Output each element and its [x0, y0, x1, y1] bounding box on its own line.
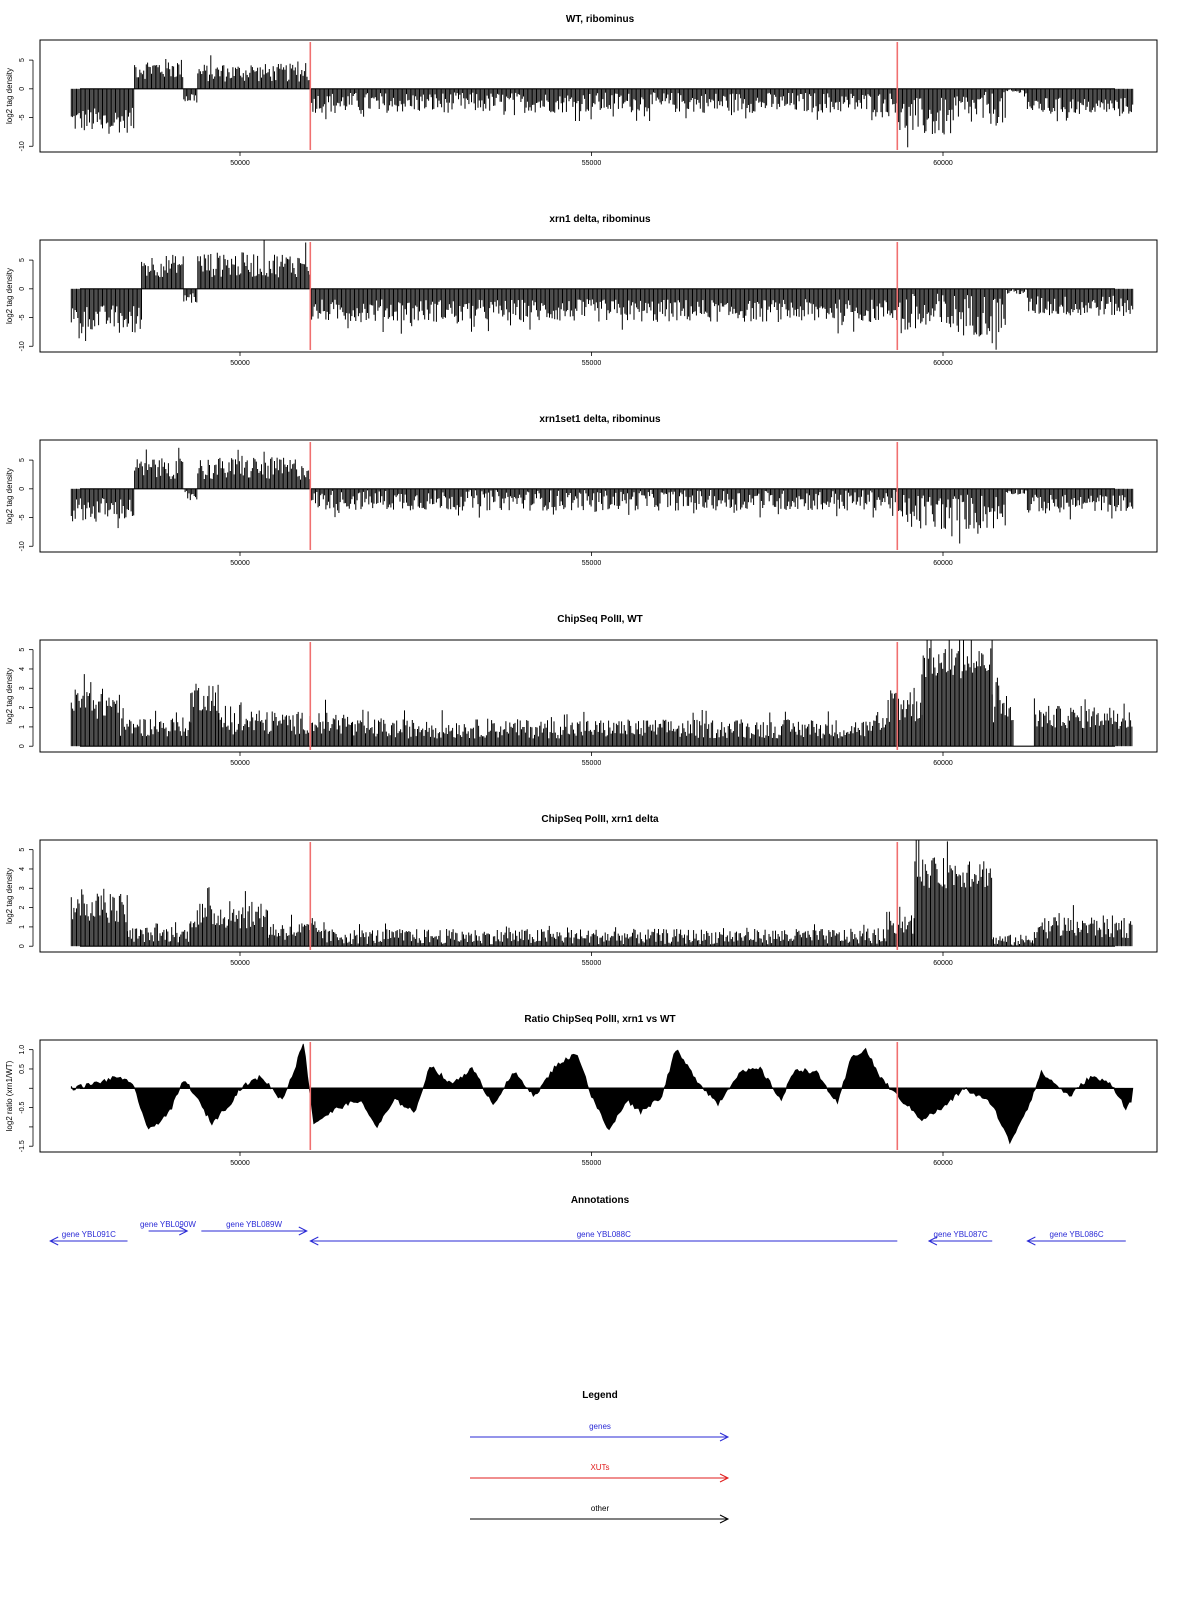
- data-bars: [71, 55, 1132, 147]
- y-tick-label: -10: [19, 141, 26, 152]
- x-tick-label: 55000: [581, 560, 602, 567]
- annotations-panel: [50, 1195, 1126, 1245]
- annotations-title: Annotations: [570, 1195, 630, 1206]
- panels: [5, 14, 1157, 1167]
- data-bars: [71, 240, 1132, 350]
- y-tick-label: -1.5: [19, 1140, 26, 1153]
- y-tick-label: 4: [19, 667, 26, 671]
- x-tick-label: 60000: [933, 560, 953, 567]
- x-tick-label: 60000: [933, 960, 953, 967]
- panel-5: [5, 814, 1157, 967]
- x-tick-label: 55000: [581, 160, 602, 167]
- panel-title: xrn1 delta, ribominus: [549, 214, 651, 225]
- data-bars: [71, 448, 1132, 544]
- legend-title: Legend: [582, 1390, 618, 1401]
- legend-label-xuts: XUTs: [590, 1463, 610, 1472]
- y-tick-label: -5: [19, 114, 26, 121]
- data-bars: [71, 840, 1132, 946]
- y-tick-label: -0.5: [19, 1101, 26, 1114]
- panel-4: [5, 614, 1157, 767]
- gene-arrow: [929, 1230, 992, 1245]
- y-axis-label: log2 tag density: [5, 867, 14, 925]
- y-tick-label: 3: [19, 886, 26, 891]
- gene-arrow: [310, 1230, 897, 1245]
- legend-label-genes: genes: [589, 1422, 611, 1431]
- y-axis-label: log2 ratio (xrn1/WT): [5, 1060, 14, 1132]
- x-tick-label: 60000: [933, 160, 953, 167]
- gene-arrows: [50, 1220, 1126, 1245]
- x-tick-label: 60000: [933, 1160, 953, 1167]
- data-bars: [71, 640, 1132, 746]
- ratio-area: [71, 1044, 1133, 1143]
- panel-title: ChipSeq PolII, WT: [557, 614, 643, 625]
- y-tick-label: 5: [19, 458, 26, 463]
- legend-label-other: other: [590, 1504, 610, 1513]
- x-tick-label: 50000: [230, 960, 250, 967]
- y-tick-label: 5: [19, 847, 26, 852]
- panel-title: xrn1set1 delta, ribominus: [539, 414, 661, 425]
- y-tick-label: -5: [19, 314, 26, 321]
- y-tick-label: 0: [19, 86, 26, 91]
- panel-title: Ratio ChipSeq PolII, xrn1 vs WT: [524, 1014, 676, 1025]
- y-tick-label: 0.5: [19, 1064, 26, 1074]
- gene-label: gene YBL086C: [1049, 1230, 1104, 1239]
- y-tick-label: 3: [19, 686, 26, 691]
- y-tick-label: 1: [19, 724, 26, 729]
- gene-arrow: [50, 1230, 127, 1245]
- panel-6: [5, 1014, 1157, 1167]
- x-tick-label: 50000: [230, 1160, 250, 1167]
- y-axis-label: log2 tag density: [5, 267, 14, 325]
- gene-label: gene YBL090W: [139, 1220, 196, 1229]
- gene-label: gene YBL087C: [933, 1230, 988, 1239]
- y-tick-label: 2: [19, 905, 26, 910]
- y-tick-label: 5: [19, 647, 26, 652]
- y-tick-label: 0: [19, 744, 26, 749]
- panel-1: [5, 14, 1157, 167]
- x-tick-label: 55000: [581, 1160, 602, 1167]
- gene-label: gene YBL089W: [226, 1220, 283, 1229]
- x-tick-label: 55000: [581, 760, 602, 767]
- panel-title: ChipSeq PolII, xrn1 delta: [541, 814, 659, 825]
- y-axis-label: log2 tag density: [5, 667, 14, 725]
- y-tick-label: 1.0: [19, 1044, 26, 1055]
- y-tick-label: -10: [19, 541, 26, 552]
- x-tick-label: 60000: [933, 360, 953, 367]
- gene-arrow: [201, 1220, 306, 1235]
- panel-2: [5, 214, 1157, 367]
- gene-label: gene YBL088C: [576, 1230, 631, 1239]
- y-tick-label: 2: [19, 705, 26, 710]
- y-tick-label: 0: [19, 286, 26, 291]
- x-tick-label: 55000: [581, 360, 602, 367]
- gene-arrow: [140, 1220, 196, 1235]
- y-tick-label: 1: [19, 924, 26, 929]
- y-tick-label: -5: [19, 514, 26, 521]
- x-tick-label: 60000: [933, 760, 953, 767]
- y-tick-label: -10: [19, 341, 26, 352]
- y-axis-label: log2 tag density: [5, 467, 14, 525]
- x-tick-label: 50000: [230, 760, 250, 767]
- y-tick-label: 0: [19, 486, 26, 491]
- gene-arrow: [1027, 1230, 1125, 1245]
- y-tick-label: 5: [19, 258, 26, 263]
- panel-title: WT, ribominus: [565, 14, 635, 25]
- x-tick-label: 50000: [230, 560, 250, 567]
- panel-3: [5, 414, 1157, 567]
- x-tick-label: 50000: [230, 160, 250, 167]
- x-tick-label: 50000: [230, 360, 250, 367]
- y-tick-label: 5: [19, 58, 26, 63]
- legend-panel: [470, 1390, 728, 1523]
- y-tick-label: 4: [19, 867, 26, 871]
- x-tick-label: 55000: [581, 960, 602, 967]
- gene-label: gene YBL091C: [61, 1230, 116, 1239]
- y-axis-label: log2 tag density: [5, 67, 14, 125]
- y-tick-label: 0: [19, 944, 26, 949]
